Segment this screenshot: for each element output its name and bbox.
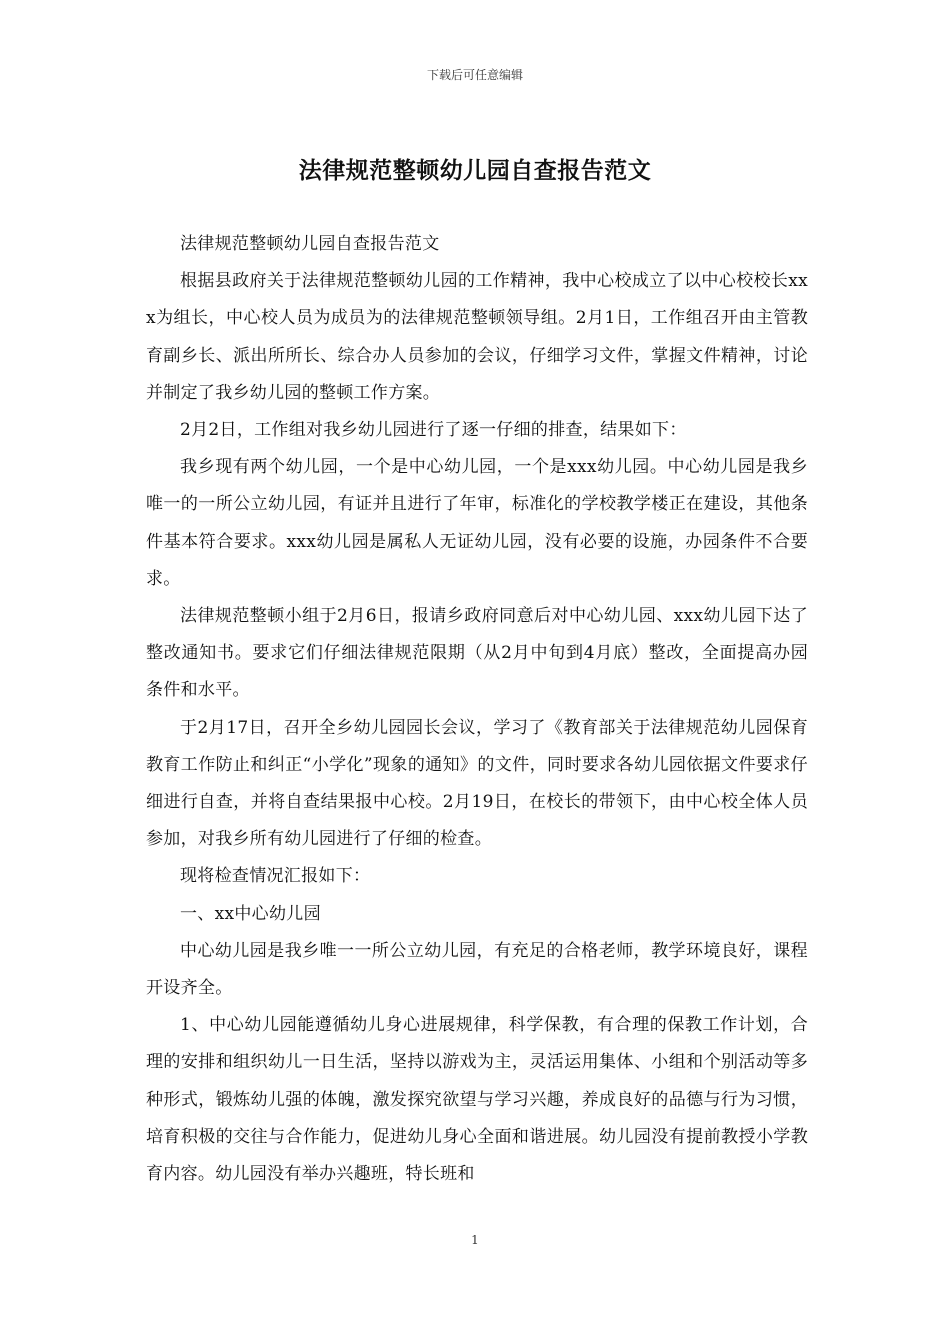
page-header: 下载后可任意编辑 [426, 68, 523, 82]
paragraph: 中心幼儿园是我乡唯一一所公立幼儿园，有充足的合格老师，教学环境良好，课程开设齐全。 [146, 940, 808, 999]
paragraph-subtitle: 法律规范整顿幼儿园自查报告范文 [180, 234, 440, 254]
paragraph: 现将检查情况汇报如下： [180, 866, 371, 887]
paragraph: 我乡现有两个幼儿园，一个是中心幼儿园，一个是xxx幼儿园。中心幼儿园是我乡唯一的一所公立幼儿园，有证并且进行了年审，标准化的学校教学楼正在建设，其他条件基本符合要求。xxx幼儿园是属私人无证幼儿园，没有必要的设施，办园条件不合要求。 [146, 457, 808, 589]
paragraph: 1、中心幼儿园能遵循幼儿身心进展规律，科学保教，有合理的保教工作计划，合理的安排和组织幼儿一日生活，坚持以游戏为主，灵活运用集体、小组和个别活动等多种形式，锻炼幼儿强的体魄，激发探究欲望与学习兴趣，养成良好的品德与行为习惯，培育积极的交往与合作能力，促进幼儿身心全面和谐进展。幼儿园没有提前教授小学教育内容。幼儿园没有举办兴趣班，特长班和 [146, 1015, 808, 1185]
paragraph: 法律规范整顿小组于2月6日，报请乡政府同意后对中心幼儿园、xxx幼儿园下达了整改通知书。要求它们仔细法律规范限期（从2月中旬到4月底）整改，全面提高办园条件和水平。 [146, 606, 808, 701]
document-title: 法律规范整顿幼儿园自查报告范文 [298, 157, 652, 184]
page-number: 1 [471, 1233, 479, 1247]
section-heading: 一、xx中心幼儿园 [180, 903, 321, 924]
document-body [146, 226, 808, 1193]
paragraph: 2月2日，工作组对我乡幼儿园进行了逐一仔细的排查，结果如下： [180, 420, 687, 441]
paragraph: 根据县政府关于法律规范整顿幼儿园的工作精神，我中心校成立了以中心校校长xxx为组长，中心校人员为成员为的法律规范整顿领导组。2月1日，工作组召开由主管教育副乡长、派出所所长、综合办人员参加的会议，仔细学习文件，掌握文件精神，讨论并制定了我乡幼儿园的整顿工作方案。 [146, 271, 808, 403]
paragraph: 于2月17日，召开全乡幼儿园园长会议，学习了《教育部关于法律规范幼儿园保育教育工作防止和纠正“小学化”现象的通知》的文件，同时要求各幼儿园依据文件要求仔细进行自查，并将自查结果报中心校。2月19日，在校长的带领下，由中心校全体人员参加，对我乡所有幼儿园进行了仔细的检查。 [146, 717, 808, 850]
